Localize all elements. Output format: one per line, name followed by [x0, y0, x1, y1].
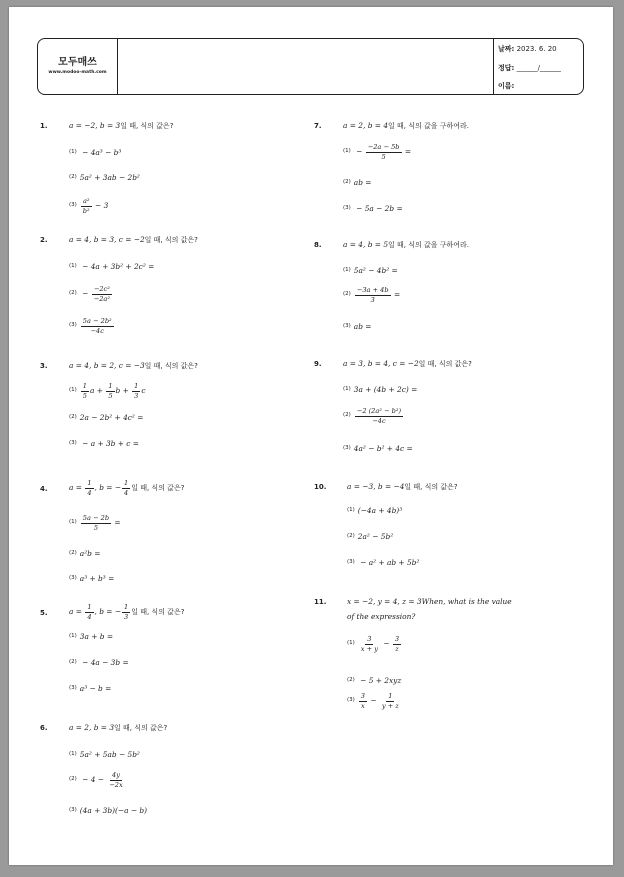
fraction: [92, 286, 112, 302]
sub-item-1: [343, 386, 417, 393]
sub-item-3: [69, 807, 147, 814]
sub-item-2: [69, 286, 113, 302]
sub-label: (1): [69, 633, 77, 640]
sub-expression: − 5 + 2xyz: [357, 676, 402, 685]
sub-label: (3): [69, 685, 77, 692]
sub-label: (3): [343, 205, 351, 212]
sub-label: (2): [343, 179, 351, 186]
date-row: [498, 44, 557, 54]
sub-item-3: [69, 198, 108, 214]
question-condition-2: of the expression?: [347, 612, 416, 621]
numerator: 5a − 2b²: [82, 317, 112, 325]
sub-label: (2): [343, 291, 351, 298]
sub-item-3: [343, 205, 403, 212]
sub-item-2: [69, 550, 100, 557]
expression-part: −: [368, 696, 379, 706]
sub-label: (2): [69, 414, 77, 421]
sub-label: (3): [347, 559, 355, 566]
sub-item-2: [69, 772, 126, 788]
fraction: [132, 383, 140, 399]
sub-label: (2): [69, 174, 77, 181]
question-number: 8.: [314, 241, 322, 249]
denominator: 5: [381, 152, 386, 161]
sub-label: (1): [343, 386, 351, 393]
sub-expression-prefix: − 4 −: [79, 775, 107, 785]
question-number: 11.: [314, 598, 327, 606]
denominator: x: [361, 701, 365, 710]
sub-expression: − 5a − 2b =: [353, 204, 403, 213]
numerator: 1: [134, 382, 139, 390]
question-condition: a =: [69, 483, 85, 493]
question-text: [343, 241, 469, 249]
question-text: [69, 604, 184, 620]
denominator: 3: [370, 295, 375, 304]
sub-item-2: [347, 677, 401, 684]
denominator: −4c: [90, 326, 104, 335]
question-condition: a = 4, b = 5: [343, 240, 389, 249]
question-suffix: 일 때, 식의 값은?: [144, 236, 198, 244]
question-text: [343, 360, 472, 368]
sub-expression: ab =: [353, 178, 372, 187]
sub-label: (3): [347, 697, 355, 704]
sub-item-1: [69, 149, 121, 156]
sub-expression: − a² + ab + 5b²: [357, 558, 420, 567]
sub-label: (3): [69, 807, 77, 814]
fraction: [359, 693, 367, 709]
numerator: 1: [108, 382, 113, 390]
numerator: −2a − 5b: [367, 143, 400, 151]
sub-item-3: [343, 323, 371, 330]
sub-item-2: [343, 179, 371, 186]
question-suffix: 일 때, 식의 값은?: [131, 608, 185, 617]
sub-item-2: [343, 408, 404, 424]
sub-item-2: [69, 659, 129, 666]
sub-item-3: [69, 575, 114, 582]
question-text: [343, 122, 469, 130]
denominator: x + y: [360, 644, 378, 653]
fraction: [85, 604, 93, 620]
sub-label: (3): [69, 322, 77, 329]
sub-item-3: [347, 693, 402, 709]
question-text: [69, 362, 198, 370]
name-label: 이름:: [498, 82, 515, 90]
question-text: [69, 480, 184, 496]
sub-expression: 5a² − 4b² =: [353, 266, 398, 275]
denominator: −4c: [372, 416, 386, 425]
sub-expression: a³ − b =: [79, 684, 112, 693]
sub-expression: 4a² − b² + 4c =: [353, 444, 413, 453]
brand-url: www.modoo-math.com: [48, 70, 107, 75]
numerator: 1: [87, 603, 92, 611]
expression-part: a +: [90, 386, 106, 396]
fraction: [81, 318, 114, 334]
info-box: [493, 39, 584, 94]
denominator: 4: [124, 488, 129, 497]
question-condition: a = −2, b = 3: [69, 121, 121, 130]
question-suffix: 일 때, 식의 값을 구하여라.: [388, 241, 470, 249]
expression-part: −: [380, 639, 392, 649]
denominator: 5: [108, 391, 113, 400]
question-number: 10.: [314, 483, 327, 491]
fraction: [106, 383, 114, 399]
sub-expression: (−4a + 4b)³: [357, 506, 403, 515]
answer-value: ______/______: [516, 64, 561, 72]
sub-item-2: [347, 533, 393, 540]
fraction: [107, 772, 124, 788]
sub-expression-rest: =: [112, 518, 121, 528]
denominator: b²: [82, 206, 90, 215]
question-condition: x = −2, y = 4, z = 3When, what is the value: [347, 597, 512, 606]
numerator: 5a − 2b: [82, 514, 110, 522]
fraction: [122, 604, 130, 620]
fraction: [366, 144, 402, 160]
question-text: [347, 483, 458, 491]
numerator: 1: [82, 382, 87, 390]
numerator: 1: [87, 479, 92, 487]
question-condition: a = 2, b = 4: [343, 121, 389, 130]
numerator: −2c²: [93, 285, 110, 293]
numerator: 3: [367, 635, 372, 643]
numerator: −3a + 4b: [356, 286, 389, 294]
fraction: [81, 383, 89, 399]
numerator: −2 (2a² − b²): [356, 407, 402, 415]
sub-item-2: [343, 287, 400, 303]
question-text: [69, 122, 173, 130]
sub-expression: a³ + b³ =: [79, 574, 115, 583]
sub-expression-prefix: −: [79, 289, 91, 299]
brand-name: 모두매쓰: [58, 57, 97, 68]
sub-item-1: [69, 633, 113, 640]
sub-expression: 3a + b =: [79, 632, 114, 641]
question-suffix: 일 때, 식의 값은?: [418, 360, 472, 368]
sub-expression: 5a² + 5ab − 5b²: [79, 750, 140, 759]
sub-expression: − 4a + 3b² + 2c² =: [79, 262, 155, 271]
sub-item-2: [69, 174, 140, 181]
question-number: 6.: [40, 724, 48, 732]
fraction: [393, 636, 401, 652]
question-suffix: 일 때, 식의 값은?: [144, 362, 198, 370]
sub-label: (2): [69, 659, 77, 666]
question-suffix: 일 때, 식의 값은?: [404, 483, 458, 491]
denominator: y + z: [381, 701, 399, 710]
fraction: [81, 515, 111, 531]
question-suffix: 일 때, 식의 값은?: [114, 724, 168, 732]
denominator: −2a²: [93, 294, 110, 303]
sub-expression: ab =: [353, 322, 372, 331]
sub-expression: 2a² − 5b²: [357, 532, 394, 541]
numerator: 4y: [112, 771, 120, 779]
question-text-line-2: [347, 613, 415, 620]
sub-expression: − 4a − 3b =: [79, 658, 129, 667]
question-text: [69, 236, 198, 244]
sub-item-2: [69, 414, 143, 421]
sub-item-1: [347, 507, 402, 514]
sub-item-3: [69, 685, 111, 692]
answer-row: [498, 63, 561, 73]
denominator: 4: [87, 612, 92, 621]
date-label: 날짜:: [498, 45, 515, 53]
fraction: [122, 480, 130, 496]
sub-label: (2): [347, 533, 355, 540]
sub-expression: (4a + 3b)(−a − b): [79, 806, 147, 815]
question-suffix: 일 때, 식의 값을 구하여라.: [388, 122, 470, 130]
sub-item-3: [347, 559, 419, 566]
numerator: 1: [124, 479, 129, 487]
sub-expression: − 4a³ − b³: [79, 148, 122, 157]
fraction: [380, 693, 401, 709]
expression-part: c: [141, 386, 146, 396]
fraction: [85, 480, 93, 496]
sub-label: (2): [343, 412, 351, 419]
sub-expression-rest: =: [391, 290, 401, 300]
sub-expression-prefix: −: [353, 147, 365, 157]
sub-item-3: [343, 445, 413, 452]
denominator: 3: [124, 612, 129, 621]
sub-item-3: [69, 318, 115, 334]
numerator: 3: [360, 692, 365, 700]
question-condition: a = 4, b = 3, c = −2: [69, 235, 145, 244]
sub-expression: − a + 3b + c =: [79, 439, 139, 448]
question-suffix: 일 때, 식의 값은?: [120, 122, 174, 130]
sub-label: (1): [69, 149, 77, 156]
sub-label: (2): [69, 290, 77, 297]
sub-item-3: [69, 440, 139, 447]
sub-label: (1): [347, 507, 355, 514]
numerator: a²: [82, 197, 90, 205]
sub-label: (1): [343, 148, 351, 155]
sub-item-1: [347, 636, 402, 652]
sub-label: (2): [347, 677, 355, 684]
sub-item-1: [69, 515, 121, 531]
numerator: 1: [388, 692, 393, 700]
sub-expression: 5a² + 3ab − 2b²: [79, 173, 140, 182]
sub-label: (1): [69, 751, 77, 758]
sub-label: (2): [69, 776, 77, 783]
denominator: z: [395, 644, 399, 653]
sub-label: (3): [69, 575, 77, 582]
denominator: 3: [134, 391, 139, 400]
logo-box: [38, 39, 118, 94]
sub-item-1: [69, 263, 154, 270]
sub-label: (1): [347, 640, 355, 647]
question-condition: , b = −: [94, 483, 122, 493]
fraction: [81, 198, 92, 214]
sub-expression: a²b =: [79, 549, 101, 558]
expression-part: b +: [115, 386, 132, 396]
sub-item-1: [69, 751, 140, 758]
denominator: 5: [93, 523, 99, 532]
question-text: [347, 598, 512, 605]
sub-label: (3): [343, 445, 351, 452]
question-condition: , b = −: [94, 607, 122, 617]
question-condition: a = −3, b = −4: [347, 482, 405, 491]
sub-item-1: [343, 144, 411, 160]
denominator: −2x: [109, 780, 123, 789]
sub-item-1: [69, 383, 145, 399]
sub-label: (3): [69, 440, 77, 447]
question-condition: a = 4, b = 2, c = −3: [69, 361, 145, 370]
worksheet-header: [37, 38, 584, 95]
answer-label: 정답:: [498, 64, 515, 72]
sub-label: (1): [69, 263, 77, 270]
worksheet-page: [9, 7, 613, 865]
sub-expression: 2a − 2b² + 4c² =: [79, 413, 144, 422]
sub-label: (1): [343, 267, 351, 274]
question-number: 1.: [40, 122, 48, 130]
sub-label: (1): [69, 387, 77, 394]
question-number: 4.: [40, 485, 48, 493]
question-number: 9.: [314, 360, 322, 368]
question-condition: a = 2, b = 3: [69, 723, 115, 732]
sub-expression-rest: =: [402, 147, 412, 157]
denominator: 5: [82, 391, 87, 400]
question-condition: a = 3, b = 4, c = −2: [343, 359, 419, 368]
question-condition: a =: [69, 607, 85, 617]
sub-label: (1): [69, 519, 77, 526]
fraction: [359, 636, 380, 652]
question-number: 3.: [40, 362, 48, 370]
question-text: [69, 724, 167, 732]
numerator: 1: [124, 603, 129, 611]
question-number: 5.: [40, 609, 48, 617]
name-row: [498, 81, 514, 91]
denominator: 4: [87, 488, 92, 497]
date-value: 2023. 6. 20: [516, 45, 557, 53]
sub-item-1: [343, 267, 398, 274]
sub-expression: 3a + (4b + 2c) =: [353, 385, 418, 394]
sub-label: (2): [69, 550, 77, 557]
fraction: [355, 408, 403, 424]
sub-label: (3): [343, 323, 351, 330]
sub-expression-rest: − 3: [92, 201, 109, 211]
question-number: 2.: [40, 236, 48, 244]
sub-label: (3): [69, 202, 77, 209]
fraction: [355, 287, 391, 303]
question-number: 7.: [314, 122, 322, 130]
question-suffix: 일 때, 식의 값은?: [131, 484, 185, 493]
numerator: 3: [394, 635, 400, 643]
